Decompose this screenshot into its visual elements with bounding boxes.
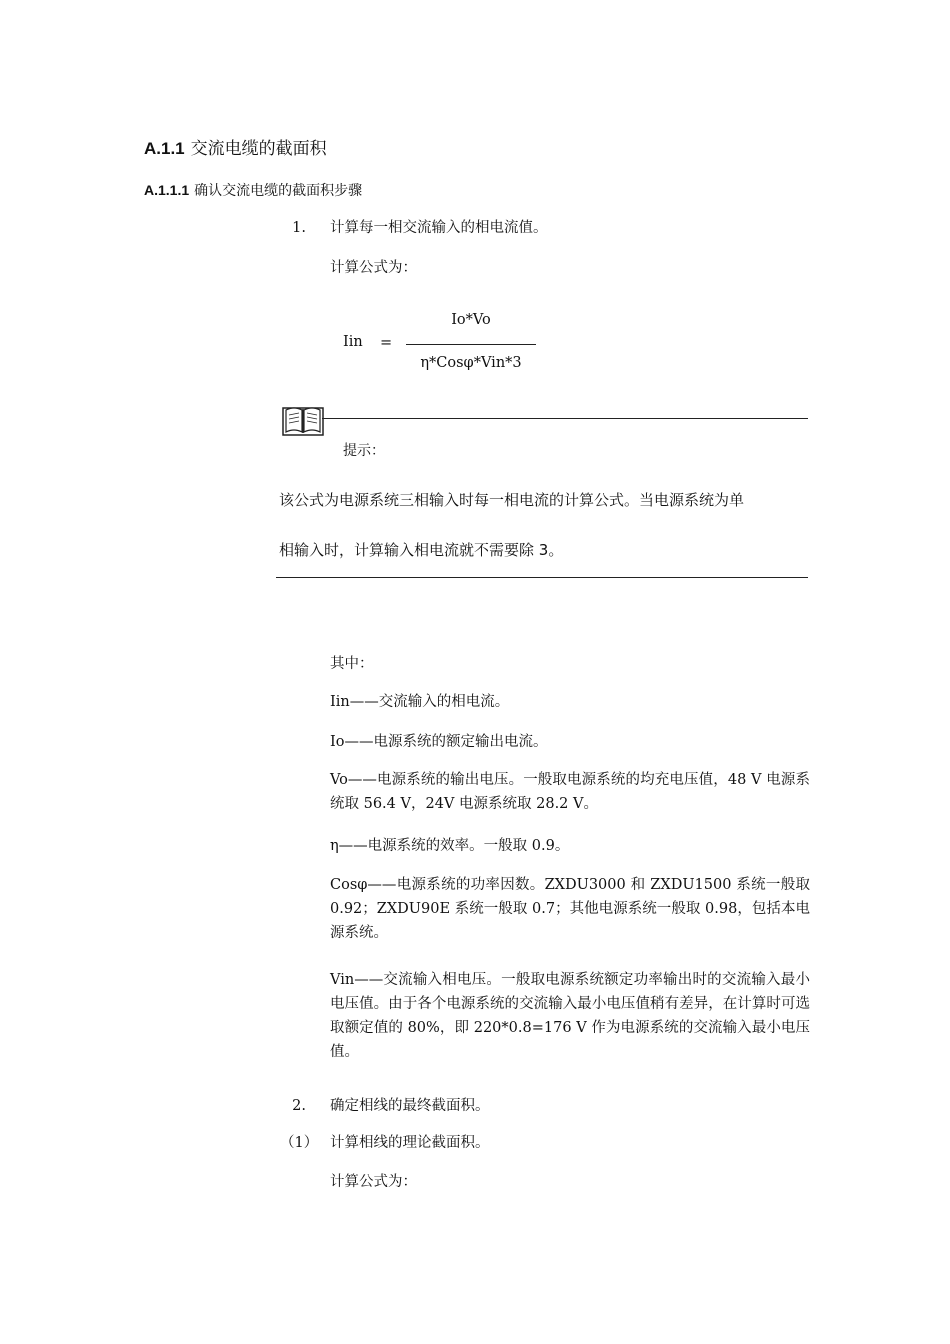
formula-equals: = (380, 335, 393, 351)
definition-eta: η——电源系统的效率。一般取 0.9。 (330, 838, 570, 854)
tip-top-rule (322, 418, 808, 419)
formula-lhs: Iin (343, 334, 363, 350)
substep-number: （1） (280, 1135, 319, 1151)
formula-intro: 计算公式为： (330, 260, 417, 276)
step-text: 确定相线的最终截面积。 (330, 1098, 490, 1114)
tip-line-2: 相输入时，计算输入相电流就不需要除 3。 (279, 541, 564, 559)
definition-cos-phi: Cosφ——电源系统的功率因数。ZXDU3000 和 ZXDU1500 系统一般取 0.92；ZXDU90E 系统一般取 0.7；其他电源系统一般取 0.98，包括本电源系统。 (330, 877, 810, 941)
tip-line-1: 该公式为电源系统三相输入时每一相电流的计算公式。当电源系统为单 (279, 491, 745, 509)
subsection-heading (144, 180, 362, 200)
formula-denominator: η*Cosφ*Vin*3 (420, 355, 522, 371)
subsection-number: A.1.1.1 (144, 182, 190, 198)
subsection-title: 确认交流电缆的截面积步骤 (194, 183, 363, 199)
definition-vo: Vo——电源系统的输出电压。一般取电源系统的均充电压值，48 V 电源系统取 56.4 V，24V 电源系统取 28.2 V。 (330, 772, 810, 812)
step-text: 计算每一相交流输入的相电流值。 (330, 220, 548, 236)
definition-vin: Vin——交流输入相电压。一般取电源系统额定功率输出时的交流输入最小电压值。由于各个电源系统的交流输入最小电压值稍有差异，在计算时可选取额定值的 80%，即 220*0.8=176 V 作为电源系统的交流输入最小电压值。 (330, 972, 810, 1060)
section-heading (144, 134, 327, 159)
tip-label: 提示： (343, 443, 385, 459)
tip-bottom-rule (276, 577, 808, 578)
formula-numerator: Io*Vo (451, 312, 491, 328)
where-label: 其中： (330, 656, 374, 672)
formula-intro: 计算公式为： (330, 1174, 417, 1190)
step-number: 2. (292, 1098, 306, 1114)
section-title: 交流电缆的截面积 (190, 139, 327, 159)
step-number: 1. (292, 220, 306, 236)
section-number: A.1.1 (144, 139, 185, 158)
definition-io: Io——电源系统的额定输出电流。 (330, 734, 548, 750)
substep-text: 计算相线的理论截面积。 (330, 1135, 490, 1151)
book-icon (282, 404, 324, 436)
definition-iin: Iin——交流输入的相电流。 (330, 694, 510, 710)
fraction-bar (406, 344, 536, 345)
